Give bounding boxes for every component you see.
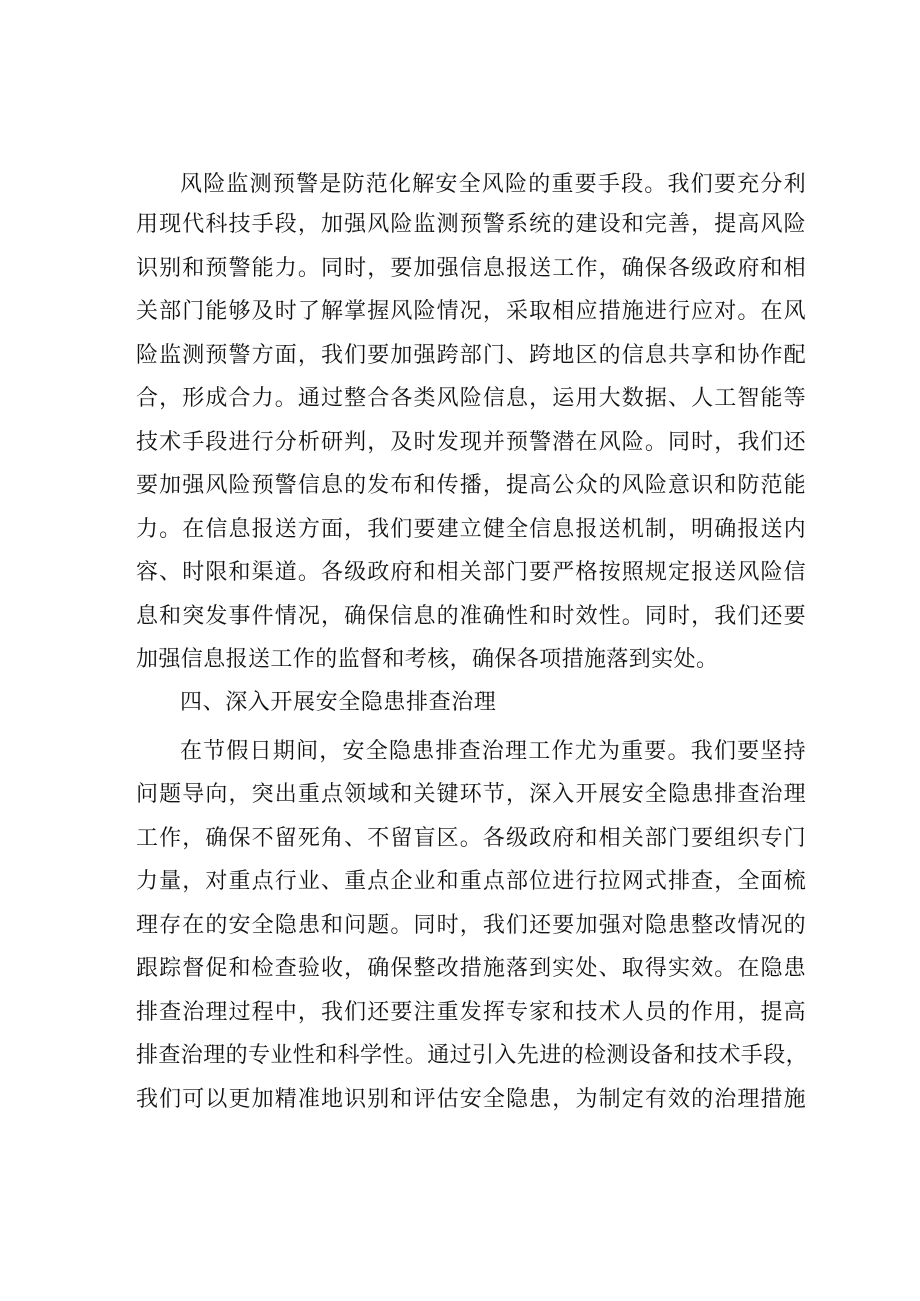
paragraph-line: 识别和预警能力。同时，要加强信息报送工作，确保各级政府和相 — [136, 256, 806, 281]
paragraph-line: 容、时限和渠道。各级政府和相关部门要严格按照规定报送风险信 — [136, 560, 806, 585]
paragraph-line: 排查治理的专业性和科学性。通过引入先进的检测设备和技术手段， — [136, 1043, 809, 1068]
paragraph-line: 在节假日期间，安全隐患排查治理工作尤为重要。我们要坚持 — [180, 739, 806, 764]
paragraph-line: 加强信息报送工作的监督和考核，确保各项措施落到实处。 — [136, 647, 719, 672]
paragraph-line: 排查治理过程中，我们还要注重发挥专家和技术人员的作用，提高 — [136, 1000, 806, 1025]
paragraph-line: 问题导向，突出重点领域和关键环节，深入开展安全隐患排查治理 — [136, 782, 806, 807]
paragraph-line: 我们可以更加精准地识别和评估安全隐患，为制定有效的治理措施 — [136, 1087, 806, 1112]
paragraph-line: 合，形成合力。通过整合各类风险信息，运用大数据、人工智能等 — [136, 386, 806, 411]
paragraph-line: 用现代科技手段，加强风险监测预警系统的建设和完善，提高风险 — [136, 212, 806, 237]
paragraph-line: 理存在的安全隐患和问题。同时，我们还要加强对隐患整改情况的 — [136, 913, 806, 938]
paragraph-line: 跟踪督促和检查验收，确保整改措施落到实处、取得实效。在隐患 — [136, 956, 806, 981]
paragraph-line: 技术手段进行分析研判，及时发现并预警潜在风险。同时，我们还 — [136, 430, 806, 455]
paragraph-line: 息和突发事件情况，确保信息的准确性和时效性。同时，我们还要 — [136, 604, 806, 629]
paragraph-line: 风险监测预警是防范化解安全风险的重要手段。我们要充分利 — [180, 172, 806, 197]
paragraph-line: 力量，对重点行业、重点企业和重点部位进行拉网式排查，全面梳 — [136, 869, 806, 894]
section-heading: 四、深入开展安全隐患排查治理 — [180, 690, 497, 715]
paragraph-line: 险监测预警方面，我们要加强跨部门、跨地区的信息共享和协作配 — [136, 343, 806, 368]
paragraph-line: 工作，确保不留死角、不留盲区。各级政府和相关部门要组织专门 — [136, 826, 806, 851]
paragraph-line: 力。在信息报送方面，我们要建立健全信息报送机制，明确报送内 — [136, 517, 806, 542]
paragraph-line: 关部门能够及时了解掌握风险情况，采取相应措施进行应对。在风 — [136, 299, 806, 324]
paragraph-line: 要加强风险预警信息的发布和传播，提高公众的风险意识和防范能 — [136, 473, 806, 498]
